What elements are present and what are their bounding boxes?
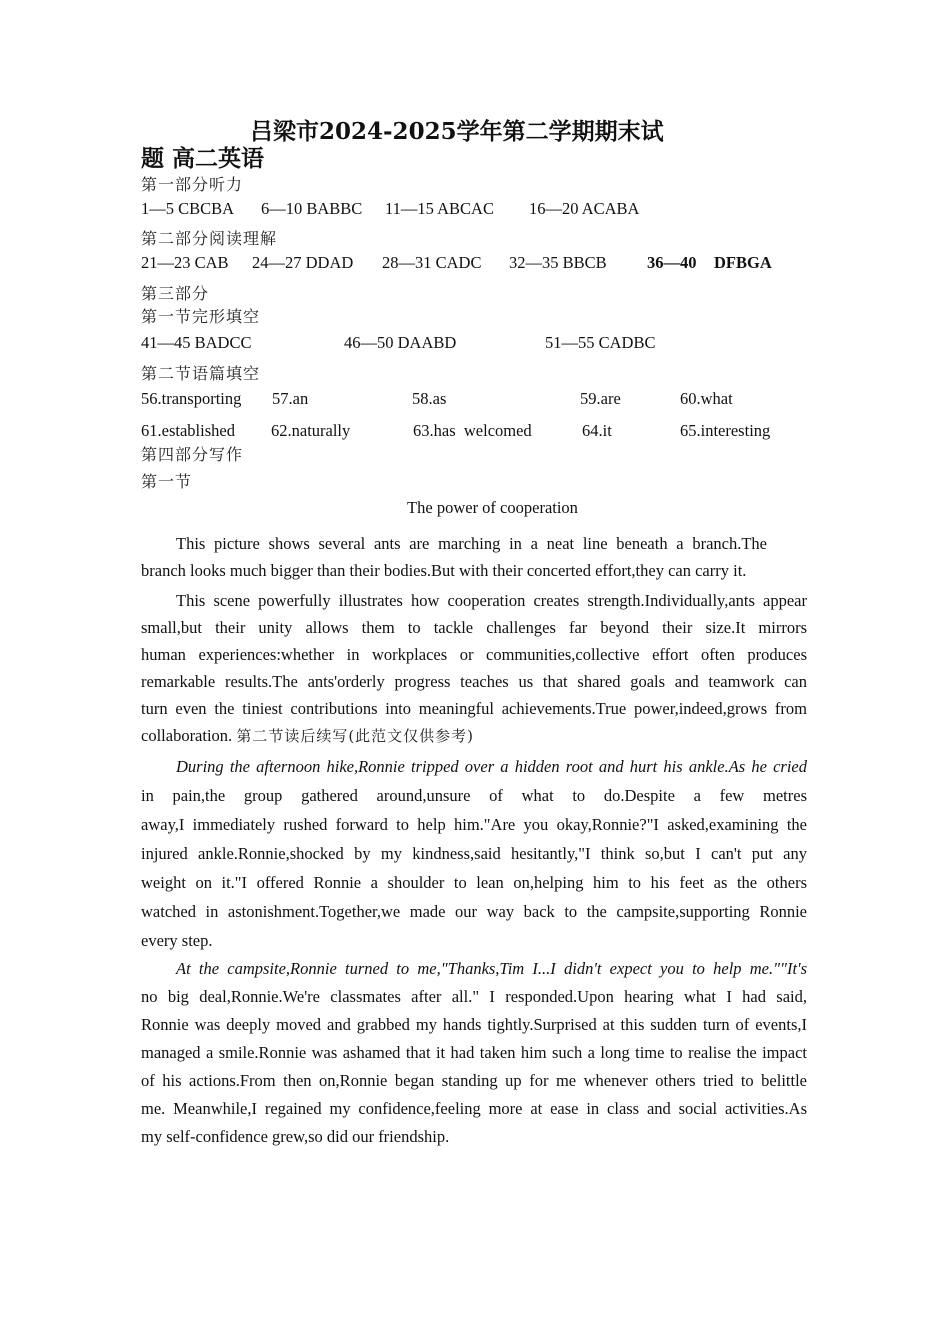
answer-item: 65.interesting [680,421,771,440]
text-line: in pain,the group gathered around,unsure of what to do.Despite a few metres [141,786,807,805]
answer-item: 57.an [272,389,309,408]
text-line: no big deal,Ronnie.We're classmates after all." I responded.Upon hearing what I had said, [141,987,807,1006]
text-line: turn even the tiniest contributions into meaningful achievements.True power,indeed,grows from [141,699,807,718]
text-line: branch looks much bigger than their bodies.But with their concerted effort,they can carry it. [141,561,747,580]
text-line: away,I immediately rushed forward to help him."Are you okay,Ronnie?"I asked,examining the [141,815,807,834]
essay-paragraph [141,587,807,750]
text-line: my self-confidence grew,so did our friendship. [141,1127,450,1146]
text-line: of his actions.From then on,Ronnie began standing up for me whenever others tried to belittle [141,1071,807,1090]
text-line: human experiences:whether in workplaces or communities,collective effort often produces [141,645,807,664]
essay-paragraph [141,530,767,557]
answer-range: 51—55 CADBC [545,333,656,352]
page-title-continued: 题 高二英语 [141,145,265,172]
answer-value-bold: DFBGA [714,253,772,272]
answer-item: 64.it [582,421,612,440]
text-line-end: collaboration. [141,726,233,745]
answer-item: 59.are [580,389,621,408]
answer-range: 16—20 ACABA [529,199,640,218]
answer-range: 6—10 BABBC [261,199,363,218]
text-line: This scene powerfully illustrates how cooperation creates strength.Individually,ants appear [176,591,807,610]
text-line: remarkable results.The ants'orderly progress teaches us that shared goals and teamwork can [141,672,807,691]
writing-section1-heading: 第一节 [141,472,193,491]
text-line-italic: During the afternoon hike,Ronnie tripped over a hidden root and hurt his ankle.As he cried [176,757,807,776]
text-line: This picture shows several ants are marching in a neat line beneath a branch.The [176,534,767,553]
answer-range: 24—27 DDAD [252,253,354,272]
answer-range: 41—45 BADCC [141,333,252,352]
page-title: 吕梁市2024-2025学年第二学期期末试 [250,118,664,145]
answer-item: 61.established [141,421,235,440]
answer-item: 62.naturally [271,421,351,440]
answer-range-bold: 36—40 [647,253,697,272]
text-line: watched in astonishment.Together,we made our way back to the campsite,supporting Ronnie [141,902,807,921]
essay-title: The power of cooperation [407,498,578,517]
text-line: every step. [141,931,213,950]
answer-item: 58.as [412,389,447,408]
part2-heading: 第二部分阅读理解 [141,229,278,248]
part3-heading: 第三部分 [141,284,210,303]
answer-range: 11—15 ABCAC [385,199,494,218]
answer-range: 32—35 BBCB [509,253,607,272]
writing-section2-heading: 第二节读后续写(此范文仅供参考) [236,727,475,745]
cloze-heading: 第一节完形填空 [141,307,261,326]
answer-range: 46—50 DAABD [344,333,457,352]
text-line: me. Meanwhile,I regained my confidence,feeling more at ease in class and social activities.As [141,1099,807,1118]
text-line-italic: At the campsite,Ronnie turned to me,"Thanks,Tim I...I didn't expect you to help me.""It's [176,959,807,978]
answer-item: 56.transporting [141,389,242,408]
answer-range: 21—23 CAB [141,253,229,272]
part1-heading: 第一部分听力 [141,175,244,194]
text-line: injured ankle.Ronnie,shocked by my kindness,said hesitantly,"I think so,but I can't put any [141,844,807,863]
grammar-fill-heading: 第二节语篇填空 [141,364,261,383]
part4-heading: 第四部分写作 [141,445,244,464]
text-line [141,722,807,750]
essay-paragraph [141,752,807,955]
text-line: Ronnie was deeply moved and grabbed my hands tightly.Surprised at this sudden turn of events,I [141,1015,807,1034]
text-line: managed a smile.Ronnie was ashamed that it had taken him such a long time to realise the impact [141,1043,807,1062]
essay-paragraph [141,955,807,1151]
text-line: small,but their unity allows them to tackle challenges far beyond their size.It mirrors [141,618,807,637]
text-line: weight on it."I offered Ronnie a shoulder to lean on,helping him to his feet as the others [141,873,807,892]
answer-range: 1—5 CBCBA [141,199,235,218]
answer-range: 28—31 CADC [382,253,482,272]
answer-item: 60.what [680,389,733,408]
essay-paragraph [141,557,807,584]
answer-item: 63.has welcomed [413,421,532,440]
